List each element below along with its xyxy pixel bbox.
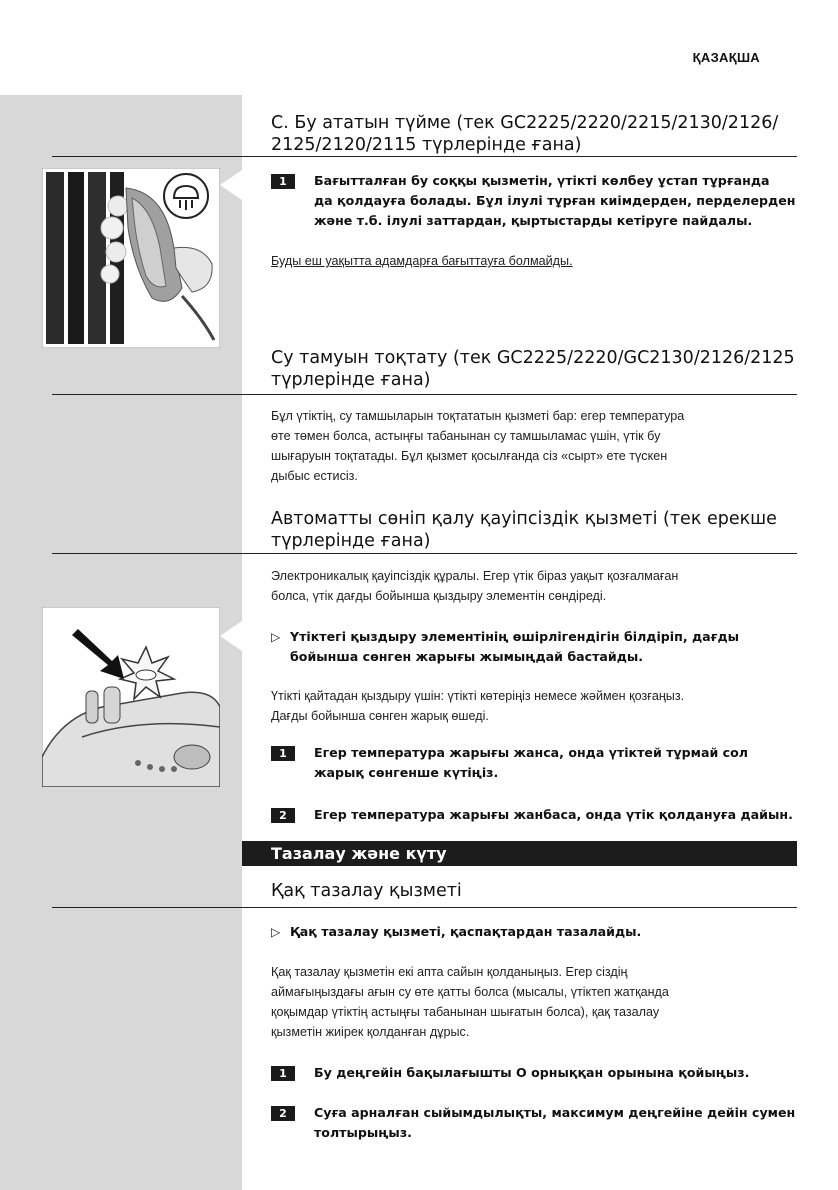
text-line: Бұл үтіктің, су тамшыларын тоқтататын қызметі бар: егер температура [271,409,685,423]
step-number: 2 [271,808,295,823]
text-line: және т.б. ілулі заттардан, қыртыстарды кетіруге пайдалы. [314,213,753,228]
auto-off-paragraph-1 [271,566,801,606]
descale-step1-text: Бу деңгейін бақылағышты O орныққан орынына қойыңыз. [314,1065,750,1080]
text-line: жарық сөнгенше күтіңіз. [314,765,499,780]
burst-title [271,112,801,156]
descale-step2-text [314,1103,804,1143]
section-rule [52,394,797,395]
triangle-bullet-icon: ▷ [271,630,281,644]
auto-off-bullet-text [290,627,800,667]
text-line: Электроникалық қауіпсіздік құралы. Егер үтік біраз уақыт қозғалмаған [271,569,679,583]
text-line: Қақ тазалау қызметін екі апта сайын қолданыңыз. Егер сіздің [271,965,628,979]
descale-subtitle: Қақ тазалау қызметі [271,881,462,901]
section-rule [52,553,797,554]
drip-stop-title [271,347,801,391]
auto-off-step2-text: Егер температура жарығы жанбаса, онда үтік қолдануға дайын. [314,807,793,822]
text-line: Үтіктегі қыздыру элементінің өшірлігендігін білдіріп, дағды [290,629,740,644]
text-line: болса, үтік дағды бойынша қыздыру элементін сөндіреді. [271,589,607,603]
drip-title-line2: түрлерінде ғана) [271,370,431,390]
step-number: 1 [271,1066,295,1081]
pointer-arrow-icon [220,621,242,651]
iron-vertical-steam-illustration [42,168,220,348]
burst-step1-text [314,171,804,231]
auto-off-title-line2: түрлерінде ғана) [271,531,431,551]
step-number: 1 [271,174,295,189]
section-rule [52,907,797,908]
text-line: Егер температура жарығы жанса, онда үтіктей тұрмай сол [314,745,749,760]
cleaning-section-bar: Тазалау және күту [242,841,797,866]
section-rule [52,156,797,157]
language-label: ҚАЗАҚША [692,50,760,65]
drip-stop-paragraph [271,406,801,486]
text-line: шығаруын тоқтатады. Бұл қызмет қосылғанда сіз «сырт» ете түскен [271,449,668,463]
text-line: бойынша сөнген жарығы жымыңдай бастайды. [290,649,644,664]
text-line: толтырыңыз. [314,1125,412,1140]
triangle-bullet-icon: ▷ [271,925,281,939]
text-line: Дағды бойынша сөнген жарық өшеді. [271,709,489,723]
pointer-arrow-icon [220,170,242,200]
text-line: қоқымдар үтіктің астыңғы табанынан шығатын болса), қақ тазалау [271,1005,660,1019]
auto-off-title [271,508,801,552]
text-line: қызметін жиірек қолданған дұрыс. [271,1025,470,1039]
drip-title-line1: Су тамуын тоқтату (тек GC2225/2220/GC2130/2126/2125 [271,348,795,368]
iron-auto-off-light-illustration [42,607,220,787]
burst-title-line2: 2125/2120/2115 түрлерінде ғана) [271,135,582,155]
descale-bullet-text: Қақ тазалау қызметі, қаспақтардан тазалайды. [290,924,642,939]
text-line: Үтікті қайтадан қыздыру үшін: үтікті көтеріңіз немесе жәймен қозғаңыз. [271,689,685,703]
text-line: Бағытталған бу соққы қызметін, үтікті көлбеу ұстап тұрғанда [314,173,770,188]
text-line: да қолдауға болады. Бұл ілулі тұрған киімдерден, перделерден [314,193,796,208]
descale-paragraph [271,962,801,1042]
step-number: 1 [271,746,295,761]
text-line: аймағыңыздағы ағын су өте қатты болса (мысалы, үтіктеп жатқанда [271,985,669,999]
step-number: 2 [271,1106,295,1121]
text-line: дыбыс естисіз. [271,469,358,483]
burst-title-line1: C. Бу ататын түйме (тек GC2225/2220/2215/2130/2126/ [271,113,779,133]
auto-off-title-line1: Автоматты сөніп қалу қауіпсіздік қызметі (тек ерекше [271,509,777,529]
text-line: өте төмен болса, астыңғы табанынан су тамшыламас үшін, үтік бу [271,429,661,443]
auto-off-paragraph-2 [271,686,801,726]
burst-warning: Буды еш уақытта адамдарға бағыттауға болмайды. [271,254,573,268]
auto-off-step1-text [314,743,804,783]
text-line: Суға арналған сыйымдылықты, максимум деңгейіне дейін сумен [314,1105,796,1120]
